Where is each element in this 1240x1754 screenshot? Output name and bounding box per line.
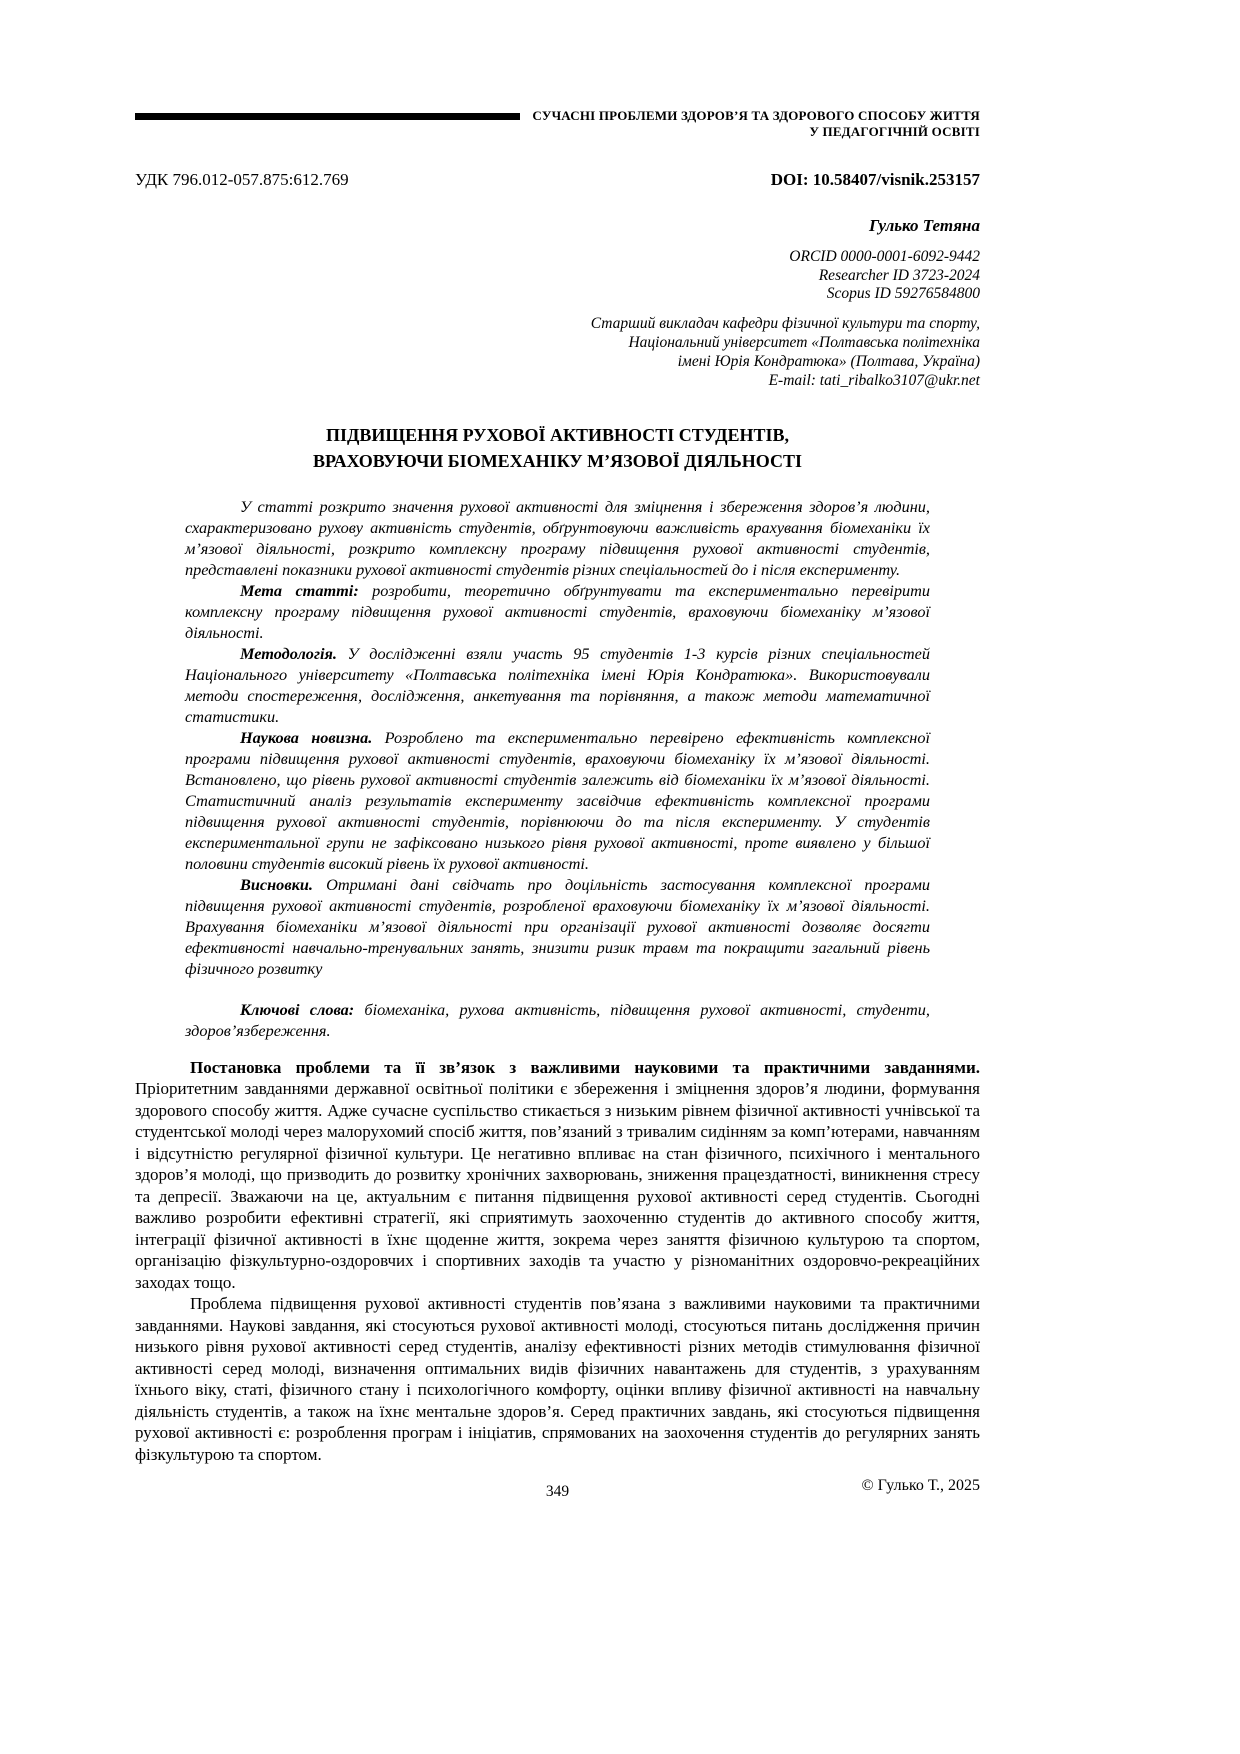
abstract-paragraph <box>185 727 930 874</box>
affiliation-university-line2: імені Юрія Кондратюка» (Полтава, Україна) <box>677 352 980 370</box>
author-identifiers <box>135 248 980 304</box>
abstract-paragraph-text: Отримані дані свідчать про доцільність застосування комплексної програми підвищення рухової активності студентів, розробленої враховуючи біомеханіку їх м’язової діяльності. Врахування біомеханіки м’язової діяльності при організації рухової активності дозволяє досягти ефективності навчально-тренувальних занять, знизити ризик травм та покращити загальний рівень фізичного розвитку <box>185 874 930 978</box>
author-scopus-id: Scopus ID 59276584800 <box>826 285 980 302</box>
author-researcher-id: Researcher ID 3723-2024 <box>818 266 980 284</box>
author-email: E-mail: tati_ribalko3107@ukr.net <box>768 371 980 389</box>
affiliation-position: Старший викладач кафедри фізичної культури та спорту, <box>590 314 980 332</box>
body-paragraph-lead: Постановка проблеми та її зв’язок з важливими науковими та практичними завданнями. <box>190 1057 980 1077</box>
author-block <box>135 216 980 390</box>
article-title-line1: ПІДВИЩЕННЯ РУХОВОЇ АКТИВНОСТІ СТУДЕНТІВ, <box>325 424 790 445</box>
abstract-paragraph <box>185 643 930 727</box>
page-content <box>135 108 980 1465</box>
author-name: Гулько Тетяна <box>868 216 980 235</box>
article-title <box>135 422 980 474</box>
abstract-paragraph-text: Розроблено та експериментально перевірено ефективність комплексної програми підвищення рухової активності студентів, враховуючи біомеханіку їх м’язової діяльності. Встановлено, що рівень рухової активності студентів залежить від біомеханіки їх м’язової діяльності. Статистичний аналіз результатів експерименту засвідчив ефективність комплексної програми підвищення рухової активності студентів, порівнюючи до та після експерименту. У студентів експериментальної групи не зафіксовано низького рівня рухової активності, проте виявлено у більшої половини студентів високий рівень їх рухової активності. <box>185 727 930 873</box>
journal-series-title <box>532 108 980 140</box>
running-head <box>135 108 980 140</box>
abstract-paragraph-text: розробити, теоретично обґрунтувати та експериментально перевірити комплексну програму підвищення рухової активності студентів, враховуючи біомеханіку м’язової діяльності. <box>185 580 930 642</box>
article-title-line2: ВРАХОВУЮЧИ БІОМЕХАНІКУ М’ЯЗОВОЇ ДІЯЛЬНОСТІ <box>312 450 803 471</box>
abstract-paragraph <box>185 580 930 643</box>
page-footer <box>135 1477 980 1501</box>
abstract-paragraph <box>185 496 930 580</box>
author-orcid: ORCID 0000-0001-6092-9442 <box>789 248 980 265</box>
article-meta-row <box>135 170 980 190</box>
abstract-paragraph-lead: Мета статті: <box>240 580 359 600</box>
keywords-text: біомеханіка, рухова активність, підвищення рухової активності, студенти, здоров’язбереження. <box>185 999 930 1040</box>
copyright-notice: © Гулько Т., 2025 <box>861 1477 980 1494</box>
keywords-lead: Ключові слова: <box>240 999 355 1019</box>
abstract-paragraph-lead: Наукова новизна. <box>240 727 373 747</box>
article-body <box>135 1057 980 1466</box>
abstract-paragraph-lead: Висновки. <box>240 874 313 894</box>
author-affiliation <box>135 314 980 390</box>
journal-series-line1: СУЧАСНІ ПРОБЛЕМИ ЗДОРОВ’Я ТА ЗДОРОВОГО СПОСОБУ ЖИТТЯ <box>532 108 980 123</box>
keywords-paragraph <box>185 999 930 1041</box>
page-number: 349 <box>545 1483 570 1500</box>
doi-code: DOI: 10.58407/visnik.253157 <box>770 170 980 189</box>
abstract-paragraph-lead: Методологія. <box>240 643 337 663</box>
body-paragraph-text: Пріоритетним завданнями державної освітньої політики є збереження і зміцнення здоров’я людини, формування здорового способу життя. Адже сучасне суспільство стикається з низьким рівнем фізичної активності учнівської та студентської молоді через малорухомий спосіб життя, пов’язаний з тривалим сидінням за комп’ютерами, навчанням і відсутністю регулярної фізичної культури. Це негативно впливає на стан фізичного, психічного і ментального здоров’я молоді, що призводить до розвитку хронічних захворювань, зниження працездатності, виникнення стресу та депресії. Зважаючи на це, актуальним є питання підвищення рухової активності серед студентів. Сьогодні важливо розробити ефективні стратегії, які сприятимуть заохоченню студентів до активного способу життя, інтеграції фізичної активності в їхнє щоденне життя, зокрема через заняття фізичною культурою та спортом, організацію фізкультурно-оздоровчих і спортивних заходів та участю у різноманітних оздоровчо-рекреаційних заходах тощо. <box>135 1079 980 1292</box>
body-paragraph <box>135 1293 980 1465</box>
affiliation-university-line1: Національний університет «Полтавська політехніка <box>628 333 980 351</box>
abstract-paragraph-text: У статті розкрито значення рухової активності для зміцнення і збереження здоров’я людини, схарактеризовано рухову активність студентів, обґрунтовуючи важливість врахування біомеханіки їх м’язової діяльності, розкрито комплексну програму підвищення рухової активності студентів, представлені показники рухової активності студентів різних спеціальностей до і після експерименту. <box>185 496 930 579</box>
abstract-paragraph <box>185 874 930 979</box>
journal-series-line2: У ПЕДАГОГІЧНІЙ ОСВІТІ <box>809 124 980 139</box>
abstract-section <box>135 496 980 1041</box>
udc-code: УДК 796.012-057.875:612.769 <box>135 170 349 189</box>
abstract-paragraph-text: У дослідженні взяли участь 95 студентів 1-3 курсів різних спеціальностей Національного університету «Полтавська політехніка імені Юрія Кондратюка». Використовували методи спостереження, дослідження, анкетування та порівняння, а також методи математичної статистики. <box>185 643 930 726</box>
header-rule <box>135 113 520 120</box>
body-paragraph-text: Проблема підвищення рухової активності студентів пов’язана з важливими науковими та практичними завданнями. Наукові завдання, які стосуються рухової активності молоді, стосуються питань дослідження причин низького рівня рухової активності серед студентів, аналізу ефективності різних методів стимулювання фізичної активності серед молоді, визначення оптимальних видів фізичних навантажень для студентів, з урахуванням їхнього віку, статі, фізичного стану і психологічного комфорту, оцінки впливу фізичної активності на навчальну діяльність студентів, а також на їхнє ментальне здоров’я. Серед практичних завдань, які стосуються підвищення рухової активності є: розроблення програм і ініціатив, спрямованих на заохочення студентів до регулярних занять фізкультурою та спортом. <box>135 1294 980 1464</box>
body-paragraph <box>135 1057 980 1294</box>
